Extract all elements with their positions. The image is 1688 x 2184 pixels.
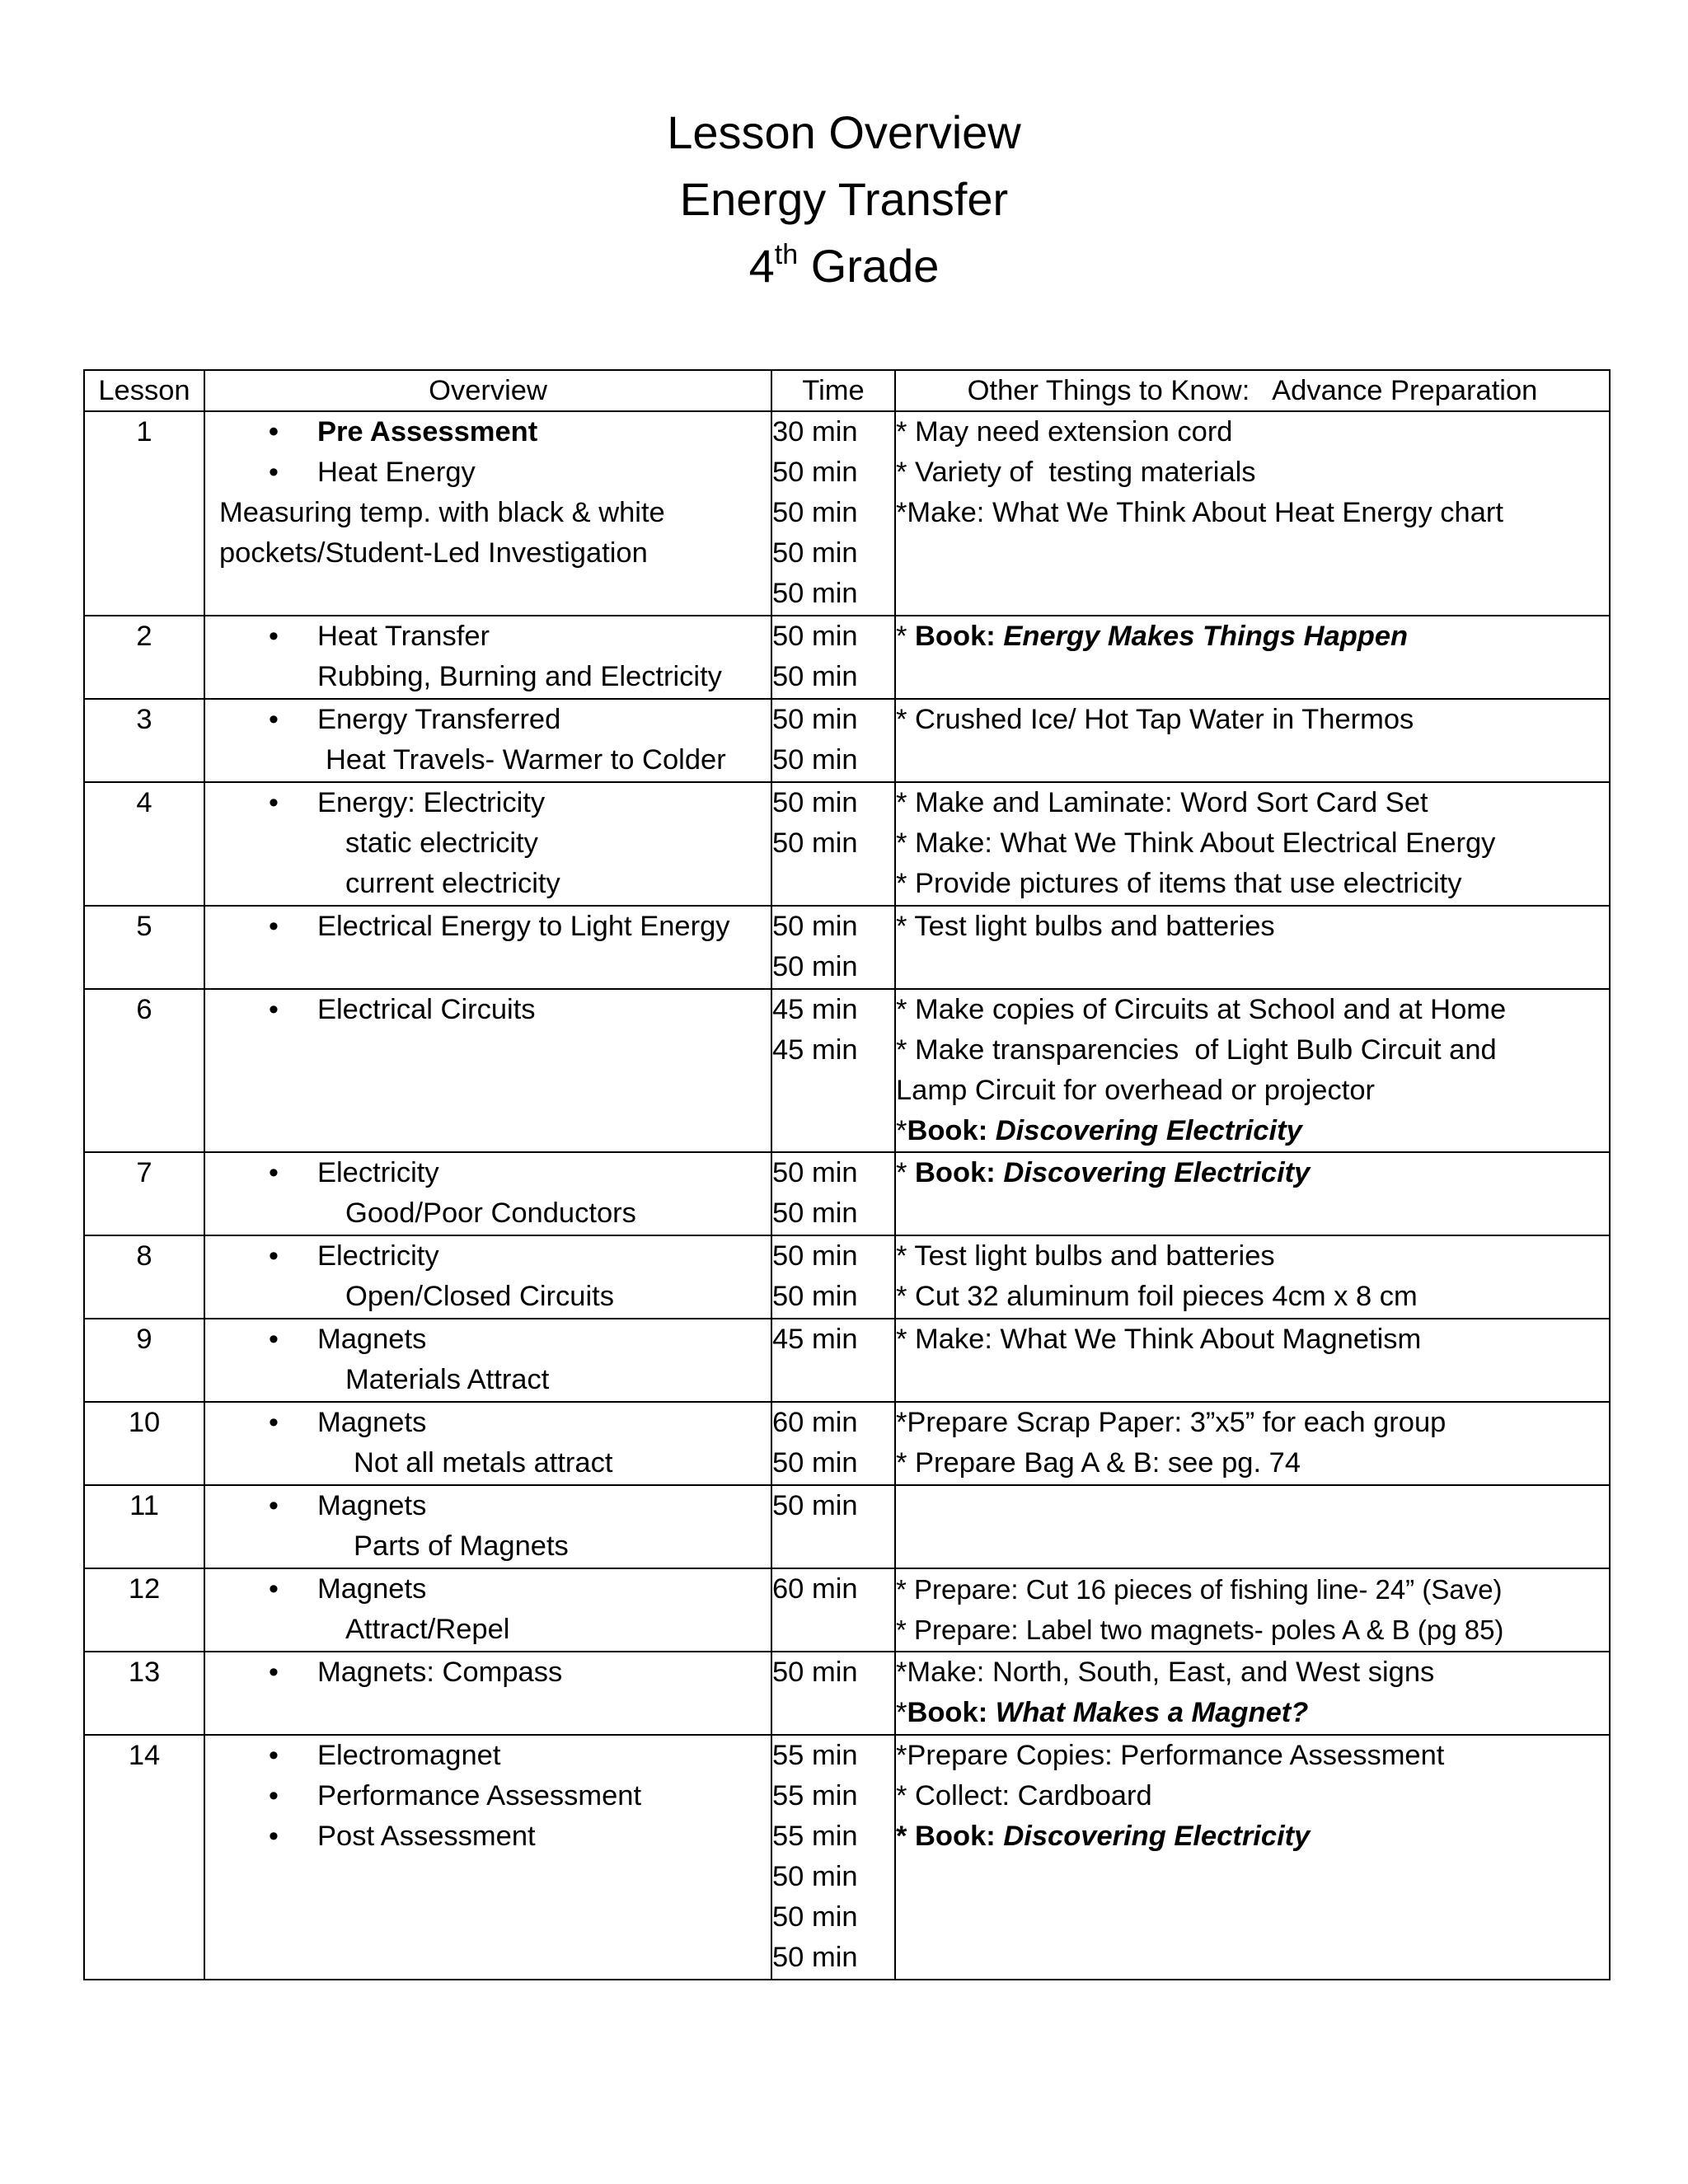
time-value: 50 min [772, 1240, 858, 1272]
table-row [84, 1152, 1610, 1235]
grade-suffix: th [774, 239, 799, 270]
note-line: * Test light bulbs and batteries [896, 1240, 1275, 1272]
note-line [896, 1153, 1609, 1193]
notes-cell [895, 1568, 1610, 1652]
lesson-number: 3 [136, 704, 152, 735]
notes-cell [895, 1485, 1610, 1568]
list-item: • Magnets [205, 1403, 771, 1443]
time-cell [771, 1235, 895, 1319]
list-item: • Electromagnet [205, 1736, 771, 1776]
table-row [84, 699, 1610, 782]
time-value: 50 min [772, 1281, 858, 1312]
time-value: 45 min [772, 1034, 858, 1066]
list-item: • Magnets [205, 1486, 771, 1526]
time-value: 50 min [772, 704, 858, 735]
overview-text: Measuring temp. with black & white [219, 497, 665, 528]
list-item: • Energy: Electricity [205, 783, 771, 823]
time-value: 50 min [772, 744, 858, 776]
time-cell [771, 1319, 895, 1402]
list-item: • Electrical Energy to Light Energy [205, 907, 771, 947]
note-line: * Test light bulbs and batteries [896, 911, 1275, 942]
overview-cell [204, 411, 771, 616]
note-line: * Make: What We Think About Magnetism [896, 1324, 1422, 1355]
list-item: • Post Assessment [205, 1816, 771, 1857]
table-row [84, 1485, 1610, 1568]
header-time: Time [771, 370, 895, 411]
time-value: 50 min [772, 787, 858, 818]
notes-cell [895, 616, 1610, 699]
overview-subtext: Good/Poor Conductors [345, 1197, 636, 1229]
time-cell [771, 1485, 895, 1568]
overview-cell [204, 699, 771, 782]
book-title: Discovering Electricity [1003, 1157, 1311, 1188]
note-line: *Prepare Copies: Performance Assessment [896, 1740, 1445, 1771]
time-value: 50 min [772, 537, 858, 569]
list-item: • Electricity [205, 1236, 771, 1277]
table-row [84, 782, 1610, 906]
time-value: 50 min [772, 1657, 858, 1688]
table-row [84, 1235, 1610, 1319]
title-line-1: Lesson Overview [667, 106, 1021, 158]
lesson-number: 8 [136, 1240, 152, 1272]
note-line: * Prepare Bag A & B: see pg. 74 [896, 1447, 1301, 1479]
notes-cell [895, 1735, 1610, 1980]
note-line: * Make: What We Think About Electrical Energy [896, 827, 1496, 859]
overview-subtext: Parts of Magnets [354, 1530, 569, 1562]
overview-text: pockets/Student-Led Investigation [219, 537, 648, 569]
time-cell [771, 411, 895, 616]
note-line [896, 616, 1609, 657]
note-line: * Provide pictures of items that use electricity [896, 868, 1462, 899]
list-item: • Performance Assessment [205, 1776, 771, 1816]
title-line-2: Energy Transfer [679, 173, 1009, 225]
time-cell [771, 1402, 895, 1485]
notes-cell [895, 411, 1610, 616]
time-value: 50 min [772, 1901, 858, 1933]
overview-cell [204, 1319, 771, 1402]
lesson-number: 14 [128, 1740, 161, 1771]
time-value: 50 min [772, 1197, 858, 1229]
overview-subtext: Open/Closed Circuits [345, 1281, 614, 1312]
note-line: *Make: North, South, East, and West signs [896, 1657, 1435, 1688]
time-value: 50 min [772, 457, 858, 488]
grade-number: 4 [748, 240, 775, 292]
time-value: 50 min [772, 497, 858, 528]
time-cell [771, 782, 895, 906]
time-value: 50 min [772, 1490, 858, 1521]
book-label: Book: [915, 1821, 1004, 1852]
notes-cell [895, 1402, 1610, 1485]
book-title: Energy Makes Things Happen [1003, 621, 1409, 652]
document-title [0, 99, 1688, 299]
overview-cell [204, 616, 771, 699]
table-row [84, 1319, 1610, 1402]
book-label: Book: [907, 1697, 996, 1728]
time-value: 55 min [772, 1740, 858, 1771]
time-cell [771, 989, 895, 1152]
table-row [84, 411, 1610, 616]
time-value: 50 min [772, 951, 858, 982]
table-row [84, 989, 1610, 1152]
notes-cell [895, 989, 1610, 1152]
time-value: 55 min [772, 1780, 858, 1811]
note-line: * Prepare: Cut 16 pieces of fishing line- 24” (Save) [896, 1574, 1503, 1605]
list-item: • Energy Transferred [205, 700, 771, 740]
lesson-number: 1 [136, 416, 152, 448]
lesson-number: 2 [136, 621, 152, 652]
overview-cell [204, 1152, 771, 1235]
overview-subtext: Heat Travels- Warmer to Colder [326, 744, 726, 776]
book-label: Book: [907, 1115, 996, 1146]
time-value: 50 min [772, 578, 858, 609]
note-line: * Collect: Cardboard [896, 1780, 1152, 1811]
time-value: 50 min [772, 1861, 858, 1892]
lesson-number: 6 [136, 994, 152, 1025]
time-cell [771, 1652, 895, 1735]
time-value: 30 min [772, 416, 858, 448]
lesson-number: 13 [128, 1657, 161, 1688]
overview-cell [204, 1235, 771, 1319]
lesson-number: 4 [136, 787, 152, 818]
header-other: Other Things to Know: Advance Preparation [895, 370, 1610, 411]
lesson-number: 5 [136, 911, 152, 942]
overview-cell [204, 906, 771, 989]
overview-cell [204, 1485, 771, 1568]
overview-subtext: Materials Attract [345, 1364, 550, 1395]
table-row [84, 616, 1610, 699]
lesson-number: 7 [136, 1157, 152, 1188]
list-item: • Heat Energy [205, 452, 771, 493]
table-row [84, 906, 1610, 989]
note-line [896, 1816, 1609, 1857]
table-row [84, 1568, 1610, 1652]
note-line: Lamp Circuit for overhead or projector [896, 1075, 1376, 1106]
time-value: 55 min [772, 1821, 858, 1852]
note-line [896, 1693, 1609, 1733]
book-label: Book: [915, 621, 1004, 652]
note-prefix: * [896, 1157, 916, 1188]
lesson-number: 9 [136, 1324, 152, 1355]
notes-cell [895, 782, 1610, 906]
time-value: 60 min [772, 1573, 858, 1605]
overview-cell [204, 1568, 771, 1652]
list-item: • Electricity [205, 1153, 771, 1193]
overview-subtext: Attract/Repel [345, 1614, 510, 1645]
note-line [896, 1111, 1609, 1151]
table-row [84, 1652, 1610, 1735]
time-value: 45 min [772, 994, 858, 1025]
time-cell [771, 616, 895, 699]
time-cell [771, 906, 895, 989]
lesson-number: 12 [128, 1573, 161, 1605]
list-item: • Magnets: Compass [205, 1652, 771, 1693]
list-item: • Magnets [205, 1319, 771, 1360]
book-label: Book: [915, 1157, 1004, 1188]
note-prefix: * [896, 1821, 916, 1852]
list-item: • Electrical Circuits [205, 990, 771, 1030]
note-prefix: * [896, 621, 916, 652]
lesson-table [83, 369, 1611, 1980]
time-value: 60 min [772, 1407, 858, 1438]
note-prefix: * [896, 1697, 907, 1728]
overview-subtext: Not all metals attract [354, 1447, 613, 1479]
note-line: *Make: What We Think About Heat Energy chart [896, 497, 1503, 528]
time-cell [771, 699, 895, 782]
note-line: *Prepare Scrap Paper: 3”x5” for each group [896, 1407, 1447, 1438]
list-item: • Pre Assessment [205, 412, 771, 452]
time-value: 50 min [772, 911, 858, 942]
table-row [84, 1735, 1610, 1980]
note-line: * Make copies of Circuits at School and at Home [896, 994, 1507, 1025]
time-value: 50 min [772, 661, 858, 692]
time-value: 50 min [772, 1447, 858, 1479]
list-item: • Heat Transfer [205, 616, 771, 657]
book-title: Discovering Electricity [1003, 1821, 1311, 1852]
notes-cell [895, 1652, 1610, 1735]
overview-cell [204, 1652, 771, 1735]
overview-cell [204, 1735, 771, 1980]
notes-cell [895, 906, 1610, 989]
lesson-number: 11 [129, 1490, 159, 1521]
lesson-number: 10 [128, 1407, 161, 1438]
note-prefix: * [896, 1115, 907, 1146]
notes-cell [895, 1319, 1610, 1402]
overview-cell [204, 989, 771, 1152]
notes-cell [895, 699, 1610, 782]
book-title: Discovering Electricity [995, 1115, 1302, 1146]
overview-cell [204, 782, 771, 906]
time-cell [771, 1735, 895, 1980]
overview-subtext: current electricity [345, 868, 560, 899]
time-value: 50 min [772, 827, 858, 859]
overview-subtext: static electricity [345, 827, 538, 859]
note-line: * Cut 32 aluminum foil pieces 4cm x 8 cm [896, 1281, 1418, 1312]
notes-cell [895, 1235, 1610, 1319]
time-cell [771, 1568, 895, 1652]
header-overview: Overview [204, 370, 771, 411]
grade-word: Grade [810, 240, 940, 292]
time-cell [771, 1152, 895, 1235]
time-value: 50 min [772, 621, 858, 652]
header-lesson: Lesson [84, 370, 204, 411]
note-line: * Make transparencies of Light Bulb Circuit and [896, 1034, 1497, 1066]
note-line: * Prepare: Label two magnets- poles A & B (pg 85) [896, 1615, 1504, 1645]
list-item: • Magnets [205, 1569, 771, 1610]
overview-subtext: Rubbing, Burning and Electricity [317, 661, 722, 692]
time-value: 50 min [772, 1157, 858, 1188]
time-value: 45 min [772, 1324, 858, 1355]
grade-line [0, 232, 1688, 299]
book-title: What Makes a Magnet? [995, 1697, 1309, 1728]
note-line: * Variety of testing materials [896, 457, 1256, 488]
table-row [84, 1402, 1610, 1485]
note-line: * Crushed Ice/ Hot Tap Water in Thermos [896, 704, 1414, 735]
overview-cell [204, 1402, 771, 1485]
note-line: * May need extension cord [896, 416, 1233, 448]
table-header-row [84, 370, 1610, 411]
note-line: * Make and Laminate: Word Sort Card Set [896, 787, 1428, 818]
time-value: 50 min [772, 1942, 858, 1973]
notes-cell [895, 1152, 1610, 1235]
